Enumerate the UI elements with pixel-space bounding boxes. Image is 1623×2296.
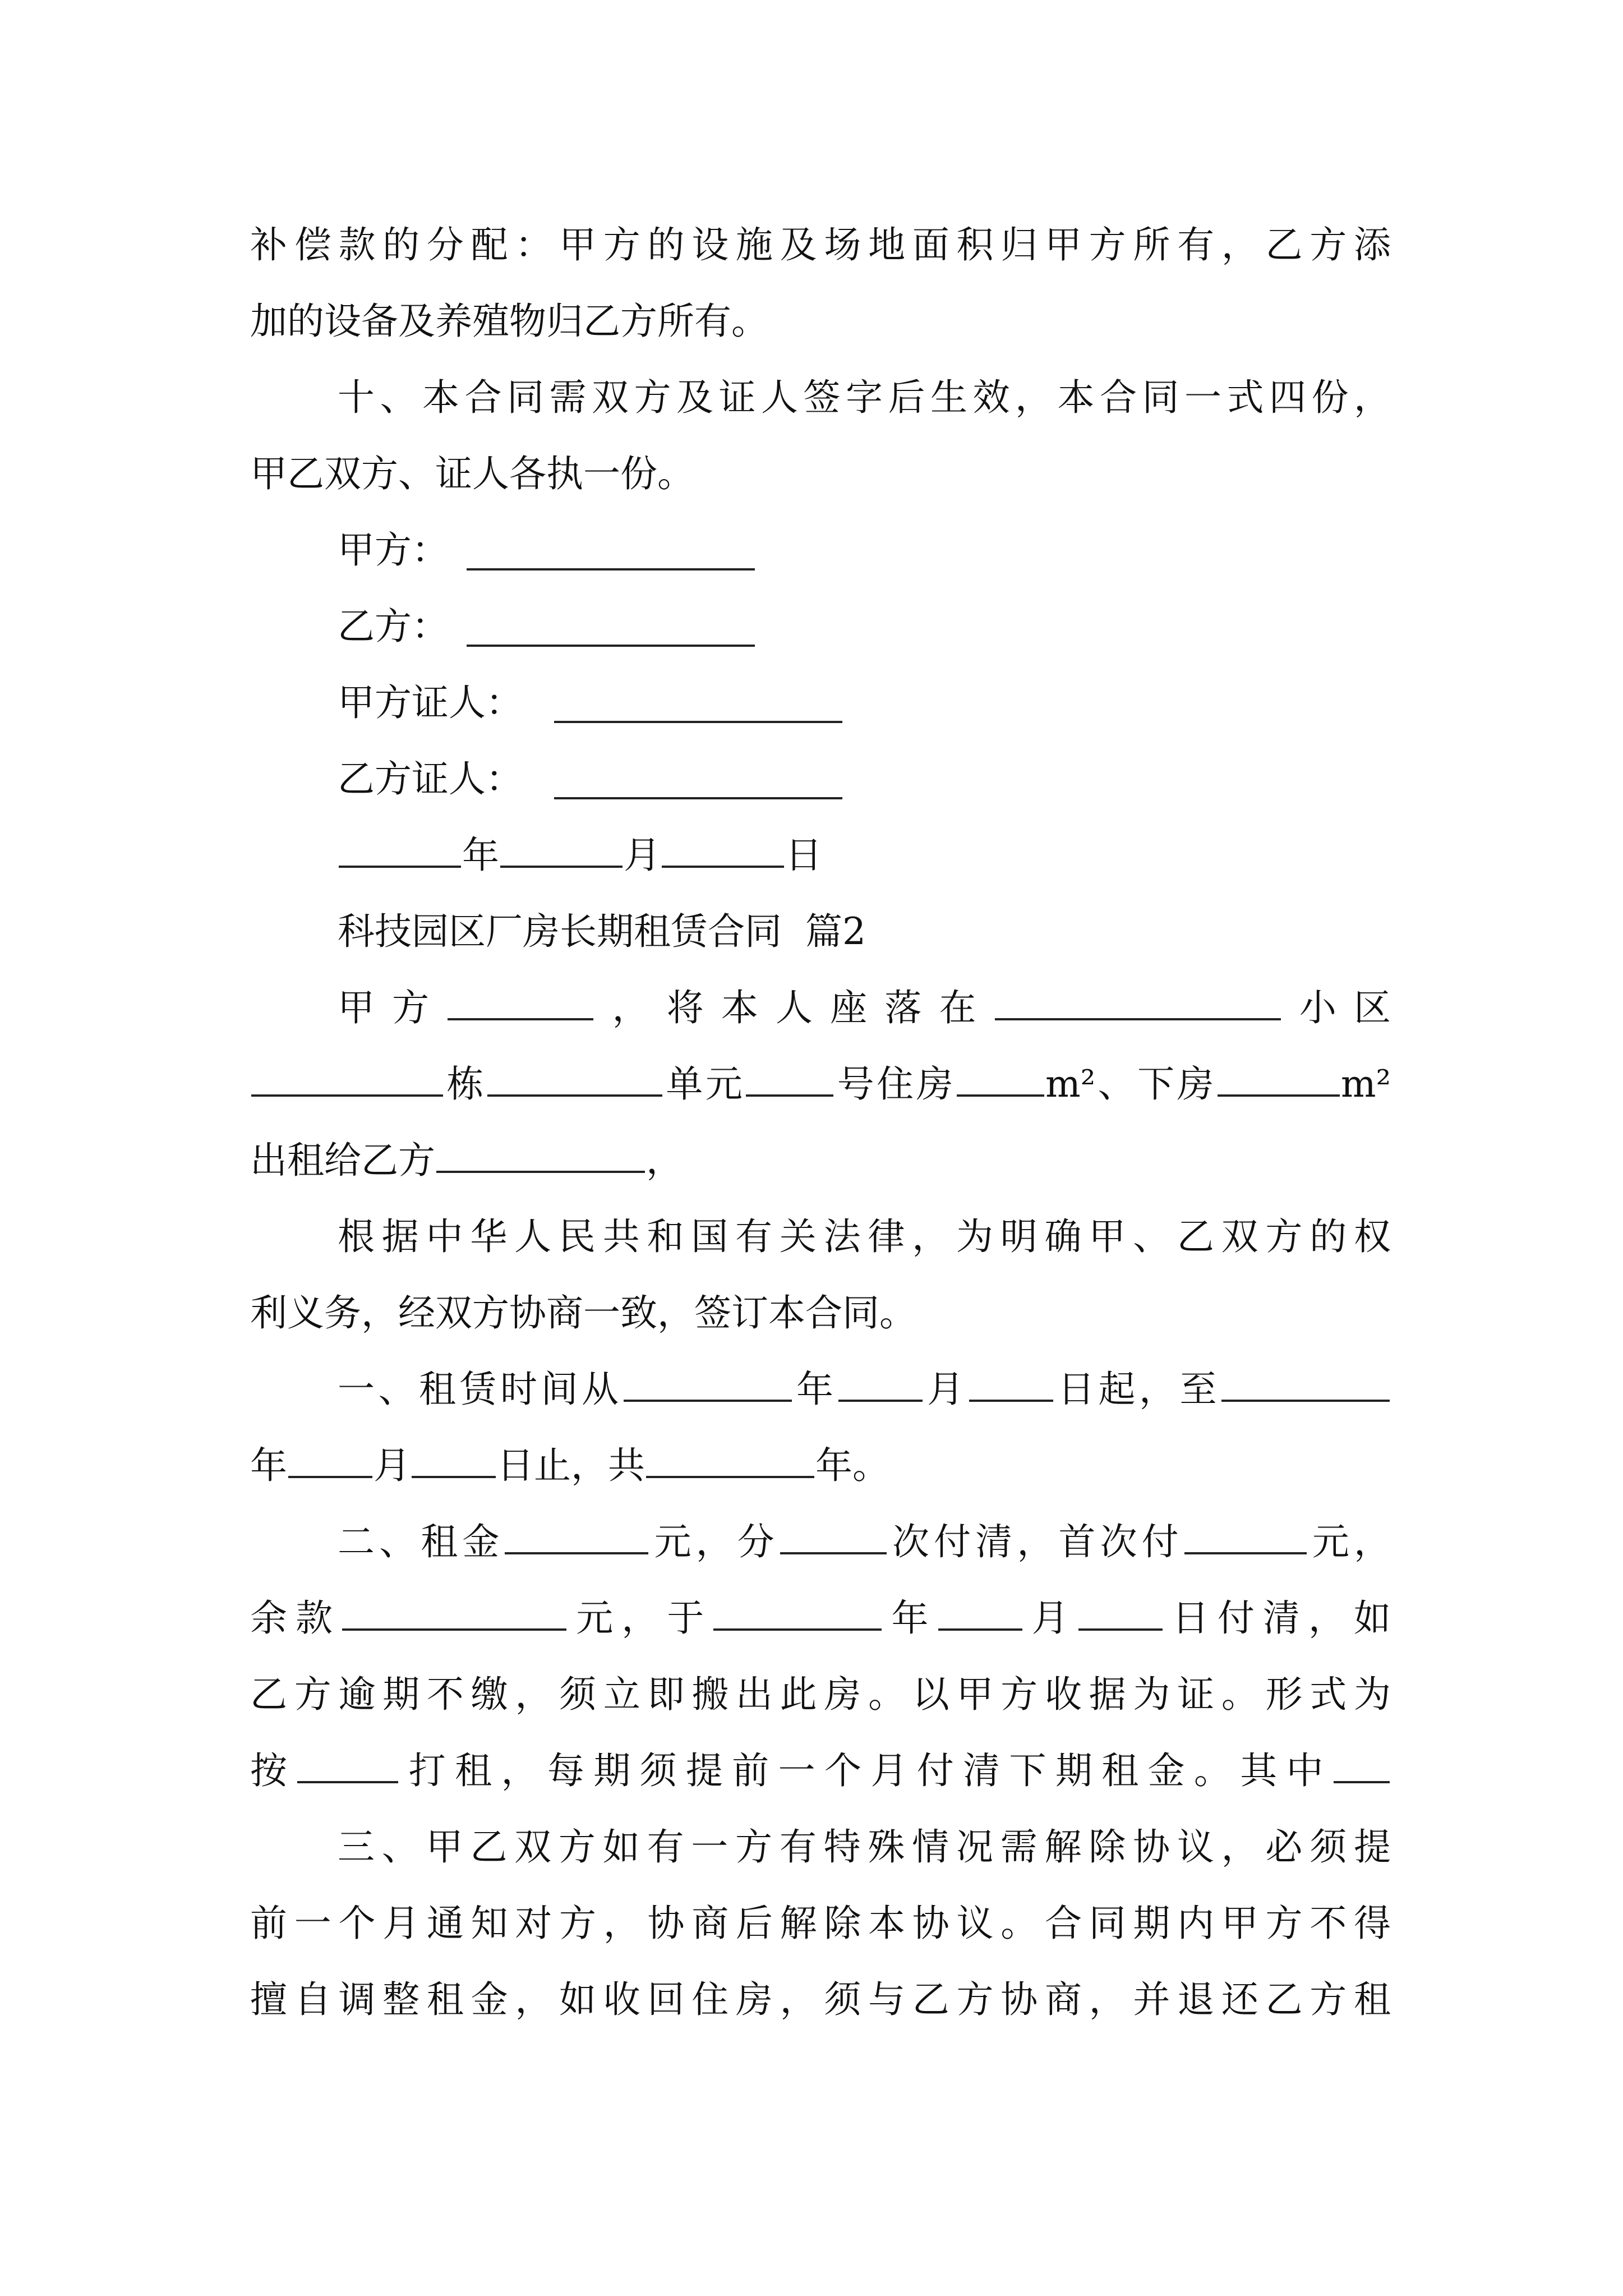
text-segment: 号住房 [834,1062,956,1106]
blank-line [1334,1781,1390,1783]
text-segment: 二、租金 [338,1520,504,1563]
text-segment: 按 [250,1749,297,1792]
blank-line [780,1552,887,1554]
text-segment: m² [1340,1062,1391,1106]
blank-line [969,1400,1053,1402]
party-b-witness-label: 乙方证人： [338,757,523,800]
text-segment: 一、租赁时间从 [338,1368,623,1411]
text-segment: 日止，共 [497,1444,645,1487]
text-segment: 余款 [250,1596,342,1640]
text-segment: 年。 [815,1444,889,1487]
blank-line [297,1781,398,1783]
date-month-label: 月 [624,834,661,877]
party-a-witness-label: 甲方证人： [338,681,523,724]
party-a-signature-label: 甲方： [338,528,449,572]
text-segment: 次付清，首次付 [887,1520,1183,1563]
paragraph-line: 利义务，经双方协商一致，签订本合同。 [250,1291,916,1335]
blank-line [1218,1094,1340,1097]
paragraph-line: 前一个月通知对方，协商后解除本协议。合同期内甲方不得 [250,1902,1391,1945]
paragraph-line [250,1588,1391,1649]
blank-line [662,866,784,868]
text-segment: 年 [792,1368,837,1411]
paragraph-line [338,1511,1391,1573]
party-b-signature-label: 乙方： [338,605,449,648]
text-segment: 元， [1307,1520,1391,1563]
blank-line [746,1094,833,1097]
text-segment: m²、下房 [1045,1062,1216,1106]
text-segment: 日起，至 [1054,1368,1220,1411]
blank-line [251,1094,443,1097]
text-segment: 月 [1023,1596,1077,1640]
party-a-witness-line [554,721,842,723]
text-segment: ， [646,1139,683,1182]
paragraph-line [250,1130,1391,1191]
blank-line [1184,1552,1307,1554]
section-heading: 科技园区厂房长期租赁合同 篇2 [338,910,866,953]
blank-line [505,1552,648,1554]
paragraph-line: 甲乙双方、证人各执一份。 [250,452,694,495]
text-segment: 元，于 [568,1596,713,1640]
text-segment: 出租给乙方 [250,1139,435,1182]
paragraph-line: 乙方逾期不缴，须立即搬出此房。以甲方收据为证。形式为 [250,1673,1391,1716]
blank-line [412,1476,496,1478]
text-segment: 日付清，如 [1163,1596,1391,1640]
blank-line [838,1400,923,1402]
blank-line [646,1476,814,1478]
paragraph-line [250,1740,1391,1802]
paragraph-line: 根据中华人民共和国有关法律，为明确甲、乙双方的权 [338,1215,1391,1258]
date-line [338,825,822,886]
blank-line [339,866,461,868]
text-segment: 单元 [663,1062,745,1106]
blank-line [500,866,623,868]
blank-line [1078,1628,1163,1631]
text-segment: 元，分 [649,1520,779,1563]
blank-line [957,1094,1044,1097]
text-segment: 月 [374,1444,411,1487]
text-segment: 小区 [1281,986,1391,1029]
paragraph-line: 三、甲乙双方如有一方有特殊情况需解除协议，必须提 [338,1825,1391,1869]
text-segment: 年 [883,1596,937,1640]
blank-line [342,1628,566,1631]
blank-line [938,1628,1022,1631]
blank-line [624,1400,792,1402]
paragraph-line: 擅自调整租金，如收回住房，须与乙方协商，并退还乙方租 [250,1978,1391,2021]
text-segment: ，将本人座落在 [594,986,994,1029]
paragraph-line [338,1359,1391,1420]
paragraph-line [338,977,1391,1039]
text-segment: 月 [923,1368,968,1411]
blank-line [487,1094,662,1097]
blank-line [288,1476,372,1478]
party-b-witness-line [554,797,842,799]
party-b-signature-line [467,645,755,647]
blank-line [995,1018,1281,1020]
paragraph-line: 十、本合同需双方及证人签字后生效，本合同一式四份， [338,376,1391,419]
text-segment: 打租，每期须提前一个月付清下期租金。其中 [399,1749,1333,1792]
blank-line [1221,1400,1390,1402]
paragraph-line [250,1435,1391,1497]
blank-line [448,1018,593,1020]
blank-line [713,1628,882,1631]
date-day-label: 日 [785,834,822,877]
text-segment: 栋 [444,1062,486,1106]
party-a-signature-line [467,568,755,570]
text-segment: 甲方 [338,986,447,1029]
paragraph-line [250,1053,1391,1115]
text-segment: 年 [250,1444,287,1487]
paragraph-line: 加的设备及养殖物归乙方所有。 [250,300,768,343]
date-year-label: 年 [462,834,499,877]
blank-line [436,1171,645,1173]
paragraph-line: 补偿款的分配：甲方的设施及场地面积归甲方所有，乙方添 [250,223,1391,266]
